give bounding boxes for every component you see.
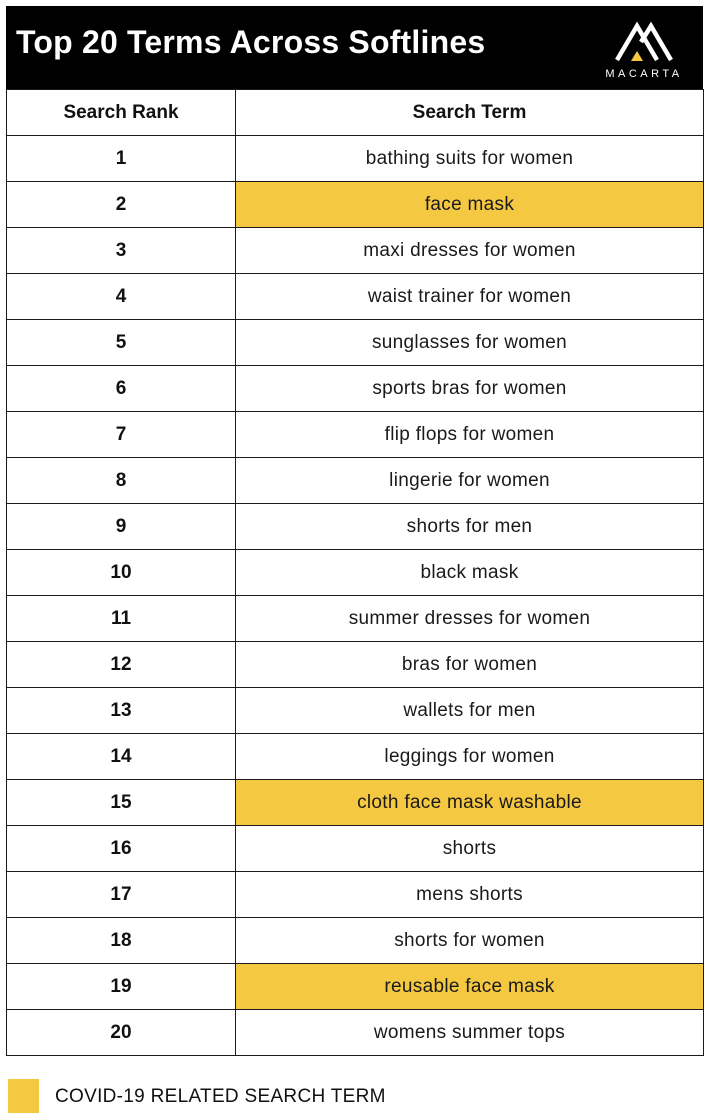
page-title: Top 20 Terms Across Softlines — [16, 24, 486, 60]
rank-cell: 10 — [7, 550, 236, 596]
rank-cell: 14 — [7, 734, 236, 780]
rank-cell: 8 — [7, 458, 236, 504]
term-cell: lingerie for women — [236, 458, 704, 504]
term-cell: flip flops for women — [236, 412, 704, 458]
table-header-row — [7, 90, 704, 136]
rank-cell: 19 — [7, 964, 236, 1010]
table-row — [7, 228, 704, 274]
table-body — [7, 136, 704, 1056]
rank-cell: 12 — [7, 642, 236, 688]
rank-cell: 15 — [7, 780, 236, 826]
table-row — [7, 1010, 704, 1056]
table-row — [7, 366, 704, 412]
term-cell: leggings for women — [236, 734, 704, 780]
rank-cell: 2 — [7, 182, 236, 228]
table-row — [7, 734, 704, 780]
table-row — [7, 964, 704, 1010]
term-cell: shorts for men — [236, 504, 704, 550]
table-row — [7, 458, 704, 504]
covid-term-cell: cloth face mask washable — [236, 780, 704, 826]
table-row — [7, 412, 704, 458]
rank-cell: 16 — [7, 826, 236, 872]
term-cell: summer dresses for women — [236, 596, 704, 642]
legend-swatch — [8, 1079, 39, 1113]
table-row — [7, 642, 704, 688]
logo-wordmark: MACARTA — [605, 68, 683, 80]
column-header-term: Search Term — [236, 90, 704, 136]
term-cell: womens summer tops — [236, 1010, 704, 1056]
term-cell: bras for women — [236, 642, 704, 688]
table-row — [7, 550, 704, 596]
table-row — [7, 596, 704, 642]
term-cell: waist trainer for women — [236, 274, 704, 320]
term-cell: wallets for men — [236, 688, 704, 734]
table-row — [7, 504, 704, 550]
term-cell: shorts for women — [236, 918, 704, 964]
rank-cell: 17 — [7, 872, 236, 918]
rank-cell: 7 — [7, 412, 236, 458]
table-row — [7, 918, 704, 964]
term-cell: black mask — [236, 550, 704, 596]
rank-cell: 20 — [7, 1010, 236, 1056]
rank-cell: 18 — [7, 918, 236, 964]
table-row — [7, 320, 704, 366]
rank-cell: 3 — [7, 228, 236, 274]
term-cell: sports bras for women — [236, 366, 704, 412]
rank-cell: 6 — [7, 366, 236, 412]
rank-cell: 13 — [7, 688, 236, 734]
search-terms-table — [6, 89, 704, 1056]
column-header-rank: Search Rank — [7, 90, 236, 136]
term-cell: mens shorts — [236, 872, 704, 918]
term-cell: shorts — [236, 826, 704, 872]
table-row — [7, 688, 704, 734]
table-row — [7, 780, 704, 826]
rank-cell: 4 — [7, 274, 236, 320]
legend-label: COVID-19 RELATED SEARCH TERM — [55, 1086, 386, 1107]
table-row — [7, 872, 704, 918]
term-cell: sunglasses for women — [236, 320, 704, 366]
mountain-peak-icon — [615, 20, 673, 64]
rank-cell: 5 — [7, 320, 236, 366]
covid-term-cell: reusable face mask — [236, 964, 704, 1010]
page-header — [6, 6, 703, 89]
macarta-logo — [605, 18, 683, 82]
term-cell: maxi dresses for women — [236, 228, 704, 274]
rank-cell: 1 — [7, 136, 236, 182]
table-row — [7, 274, 704, 320]
table-row — [7, 136, 704, 182]
legend — [8, 1079, 608, 1113]
covid-term-cell: face mask — [236, 182, 704, 228]
rank-cell: 11 — [7, 596, 236, 642]
table-row — [7, 182, 704, 228]
rank-cell: 9 — [7, 504, 236, 550]
term-cell: bathing suits for women — [236, 136, 704, 182]
table-row — [7, 826, 704, 872]
